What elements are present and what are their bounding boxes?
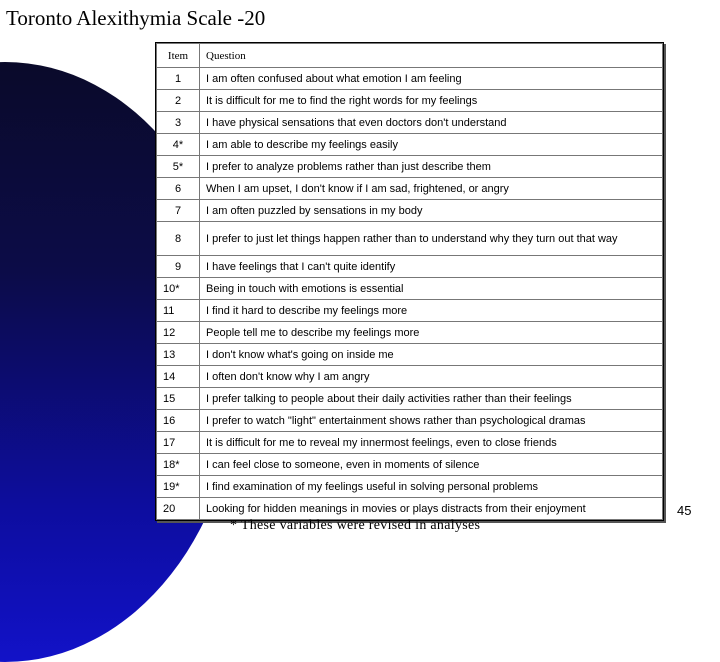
item-number: 18* [157,454,200,476]
item-number: 13 [157,344,200,366]
item-number: 20 [157,498,200,520]
question-text: I find it hard to describe my feelings more [200,300,663,322]
table-row [157,344,663,366]
item-number: 6 [157,178,200,200]
question-text: I am often confused about what emotion I am feeling [200,68,663,90]
item-number: 10* [157,278,200,300]
table-row [157,178,663,200]
table-row [157,388,663,410]
question-text: I don't know what's going on inside me [200,344,663,366]
question-text: I am able to describe my feelings easily [200,134,663,156]
table-header-row [157,44,663,68]
item-number: 14 [157,366,200,388]
question-text: Looking for hidden meanings in movies or plays distracts from their enjoyment [200,498,663,520]
question-text: I often don't know why I am angry [200,366,663,388]
item-number: 4* [157,134,200,156]
table-row [157,410,663,432]
question-text: I have physical sensations that even doctors don't understand [200,112,663,134]
question-text: It is difficult for me to find the right words for my feelings [200,90,663,112]
table-row [157,200,663,222]
table-row [157,498,663,520]
table-row [157,134,663,156]
item-number: 19* [157,476,200,498]
table-row [157,222,663,256]
item-column-header: Item [157,44,200,68]
item-number: 16 [157,410,200,432]
page-number: 45 [677,503,692,518]
item-number: 5* [157,156,200,178]
item-number: 12 [157,322,200,344]
table-row [157,432,663,454]
table-row [157,112,663,134]
question-text: I can feel close to someone, even in moments of silence [200,454,663,476]
table-row [157,256,663,278]
table-row [157,366,663,388]
tas20-table [155,42,664,521]
table-row [157,300,663,322]
item-number: 7 [157,200,200,222]
item-number: 9 [157,256,200,278]
item-number: 17 [157,432,200,454]
question-column-header: Question [200,44,663,68]
question-text: It is difficult for me to reveal my innermost feelings, even to close friends [200,432,663,454]
question-text: I am often puzzled by sensations in my body [200,200,663,222]
question-text: I prefer to watch "light" entertainment shows rather than psychological dramas [200,410,663,432]
question-text: When I am upset, I don't know if I am sad, frightened, or angry [200,178,663,200]
question-text: Being in touch with emotions is essential [200,278,663,300]
question-text: I find examination of my feelings useful in solving personal problems [200,476,663,498]
table-row [157,68,663,90]
question-text: I prefer talking to people about their daily activities rather than their feelings [200,388,663,410]
table-row [157,278,663,300]
table-body [157,68,663,520]
table-row [157,454,663,476]
item-number: 15 [157,388,200,410]
footnote: * These variables were revised in analyses [230,518,481,533]
item-number: 11 [157,300,200,322]
question-text: I prefer to just let things happen rather than to understand why they turn out that way [200,222,663,256]
table-row [157,90,663,112]
question-text: I have feelings that I can't quite identify [200,256,663,278]
table-row [157,322,663,344]
item-number: 3 [157,112,200,134]
question-text: People tell me to describe my feelings more [200,322,663,344]
table-row [157,476,663,498]
item-number: 1 [157,68,200,90]
table-row [157,156,663,178]
question-text: I prefer to analyze problems rather than just describe them [200,156,663,178]
item-number: 8 [157,222,200,256]
item-number: 2 [157,90,200,112]
page-title: Toronto Alexithymia Scale -20 [6,6,266,30]
